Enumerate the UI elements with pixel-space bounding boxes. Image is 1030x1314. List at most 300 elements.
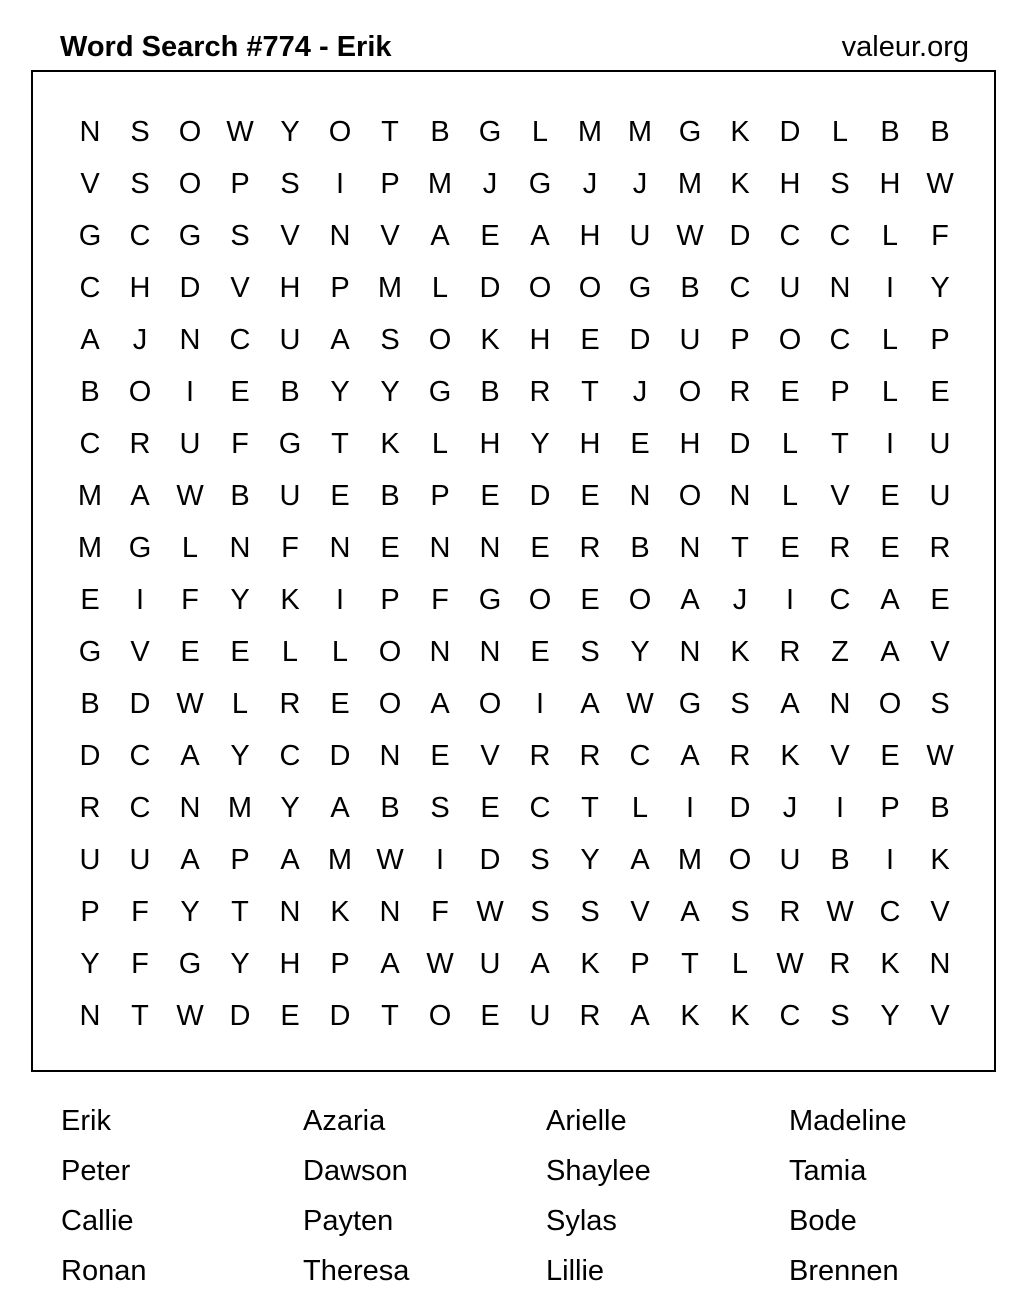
grid-letter: D [779,116,801,148]
grid-letter: O [328,116,352,148]
grid-letter: B [280,376,300,408]
grid-letter: Y [230,948,250,980]
grid-letter: A [80,324,100,356]
grid-letter: M [377,272,403,304]
grid-letter: A [330,792,350,824]
grid-letter: S [730,896,750,928]
grid-letter: V [230,272,250,304]
grid-letter: N [829,272,851,304]
grid-letter: R [279,688,301,720]
grid-letter: A [430,688,450,720]
grid-letter: K [580,948,600,980]
grid-letter: C [129,792,151,824]
grid-letter: G [628,272,652,304]
grid-letter: N [429,636,451,668]
grid-letter: L [431,428,449,460]
grid-letter: R [129,428,151,460]
grid-letter: B [230,480,250,512]
grid-letter: E [530,532,550,564]
grid-letter: O [378,688,402,720]
letter-grid [31,70,996,1072]
grid-letter: B [880,116,900,148]
grid-letter: W [376,844,404,876]
grid-letter: A [280,844,300,876]
grid-letter: W [476,896,504,928]
grid-letter: E [330,480,350,512]
grid-letter: D [729,428,751,460]
grid-letter: E [530,636,550,668]
grid-letter: A [780,688,800,720]
grid-letter: M [77,480,103,512]
grid-letter: T [331,428,349,460]
grid-letter: P [380,584,400,616]
grid-letter: Y [230,584,250,616]
grid-letter: N [479,636,501,668]
grid-letter: O [578,272,602,304]
grid-letter: Y [280,116,300,148]
grid-letter: W [826,896,854,928]
word-list-item: Bode [789,1205,857,1237]
grid-letter: W [176,1000,204,1032]
grid-letter: A [630,1000,650,1032]
grid-letter: Y [880,1000,900,1032]
grid-letter: W [176,688,204,720]
grid-letter: D [329,740,351,772]
grid-letter: T [681,948,699,980]
grid-letter: N [79,116,101,148]
grid-letter: P [880,792,900,824]
grid-letter: T [131,1000,149,1032]
grid-letter: B [80,376,100,408]
grid-letter: O [878,688,902,720]
grid-letter: U [479,948,501,980]
grid-letter: N [279,896,301,928]
grid-letter: I [435,844,445,876]
grid-letter: E [930,376,950,408]
grid-letter: N [629,480,651,512]
grid-letter: K [730,1000,750,1032]
grid-letter: S [930,688,950,720]
grid-letter: U [679,324,701,356]
grid-letter: E [230,636,250,668]
grid-letter: K [280,584,300,616]
grid-letter: S [830,168,850,200]
grid-letter: E [480,1000,500,1032]
grid-letter: Z [831,636,849,668]
grid-letter: J [732,584,748,616]
grid-letter: N [929,948,951,980]
grid-letter: O [128,376,152,408]
grid-letter: U [79,844,101,876]
grid-letter: C [629,740,651,772]
grid-letter: G [78,220,102,252]
grid-letter: T [581,792,599,824]
grid-letter: E [430,740,450,772]
grid-letter: S [530,844,550,876]
grid-letter: O [428,324,452,356]
grid-letter: V [930,636,950,668]
word-list-item: Shaylee [546,1155,651,1187]
grid-letter: R [579,532,601,564]
grid-letter: D [129,688,151,720]
grid-letter: R [79,792,101,824]
grid-letter: K [680,1000,700,1032]
grid-letter: J [482,168,498,200]
grid-letter: D [529,480,551,512]
grid-letter: M [627,116,653,148]
grid-letter: D [479,844,501,876]
grid-letter: K [480,324,500,356]
grid-letter: T [581,376,599,408]
grid-letter: N [729,480,751,512]
grid-letter: A [580,688,600,720]
grid-letter: P [330,272,350,304]
word-list-item: Tamia [789,1155,867,1187]
grid-letter: W [926,740,954,772]
grid-letter: U [279,324,301,356]
grid-letter: I [885,428,895,460]
grid-letter: W [676,220,704,252]
grid-letter: R [779,896,801,928]
grid-letter: Y [330,376,350,408]
grid-letter: U [129,844,151,876]
grid-letter: G [478,584,502,616]
grid-letter: P [230,168,250,200]
grid-letter: A [130,480,150,512]
grid-letter: L [181,532,199,564]
grid-letter: F [281,532,299,564]
grid-letter: I [785,584,795,616]
grid-letter: S [280,168,300,200]
grid-letter: A [630,844,650,876]
grid-letter: K [930,844,950,876]
grid-letter: M [327,844,353,876]
grid-letter: L [731,948,749,980]
grid-letter: T [731,532,749,564]
grid-letter: O [178,168,202,200]
grid-letter: V [480,740,500,772]
grid-letter: S [380,324,400,356]
grid-letter: D [79,740,101,772]
grid-letter: G [428,376,452,408]
grid-letter: U [279,480,301,512]
grid-letter: E [580,480,600,512]
grid-letter: N [829,688,851,720]
grid-letter: J [632,168,648,200]
grid-letter: S [530,896,550,928]
grid-letter: B [480,376,500,408]
grid-letter: J [632,376,648,408]
grid-letter: G [178,220,202,252]
word-list-item: Madeline [789,1105,907,1137]
grid-letter: O [678,480,702,512]
grid-letter: O [628,584,652,616]
grid-letter: N [679,636,701,668]
grid-letter: N [329,220,351,252]
grid-letter: T [381,116,399,148]
grid-letter: A [430,220,450,252]
grid-letter: N [179,792,201,824]
grid-letter: I [335,584,345,616]
grid-letter: R [729,376,751,408]
grid-letter: V [80,168,100,200]
grid-letter: P [80,896,100,928]
grid-letter: G [678,116,702,148]
grid-letter: E [580,584,600,616]
puzzle-title: Word Search #774 - Erik [60,31,392,63]
word-list-item: Dawson [303,1155,408,1187]
grid-letter: E [80,584,100,616]
grid-letter: O [428,1000,452,1032]
grid-letter: M [577,116,603,148]
grid-letter: O [728,844,752,876]
grid-letter: R [729,740,751,772]
grid-letter: G [478,116,502,148]
grid-letter: P [380,168,400,200]
grid-letter: C [529,792,551,824]
grid-letter: D [729,792,751,824]
grid-letter: G [528,168,552,200]
grid-letter: D [179,272,201,304]
grid-letter: S [130,168,150,200]
grid-letter: L [431,272,449,304]
grid-letter: W [426,948,454,980]
grid-letter: F [131,896,149,928]
grid-letter: V [930,1000,950,1032]
grid-letter: V [830,480,850,512]
grid-letter: A [380,948,400,980]
grid-letter: K [730,636,750,668]
grid-letter: S [130,116,150,148]
grid-letter: H [279,272,301,304]
grid-letter: W [926,168,954,200]
grid-letter: P [230,844,250,876]
grid-letter: M [77,532,103,564]
grid-letter: B [630,532,650,564]
grid-letter: K [730,116,750,148]
grid-letter: U [629,220,651,252]
grid-letter: E [180,636,200,668]
word-list-item: Sylas [546,1205,617,1237]
grid-letter: E [630,428,650,460]
grid-letter: A [180,844,200,876]
grid-letter: C [79,428,101,460]
grid-letter: O [528,584,552,616]
grid-letter: P [730,324,750,356]
grid-letter: T [831,428,849,460]
grid-letter: O [378,636,402,668]
grid-letter: I [185,376,195,408]
grid-letter: C [229,324,251,356]
grid-letter: D [329,1000,351,1032]
word-list-item: Theresa [303,1255,410,1287]
grid-letter: C [279,740,301,772]
grid-letter: E [930,584,950,616]
grid-letter: L [881,376,899,408]
grid-letter: B [80,688,100,720]
word-list-item: Azaria [303,1105,386,1137]
grid-letter: I [835,792,845,824]
grid-letter: E [480,220,500,252]
grid-letter: A [530,220,550,252]
grid-letter: J [132,324,148,356]
grid-letter: L [781,428,799,460]
grid-letter: E [330,688,350,720]
grid-letter: F [931,220,949,252]
grid-letter: R [529,376,551,408]
grid-letter: W [776,948,804,980]
grid-letter: E [780,532,800,564]
grid-letter: N [429,532,451,564]
grid-letter: R [829,948,851,980]
grid-letter: U [779,844,801,876]
word-list-item: Callie [61,1205,134,1237]
grid-letter: G [128,532,152,564]
grid-letter: Y [230,740,250,772]
grid-letter: Y [630,636,650,668]
grid-letter: B [380,792,400,824]
grid-letter: D [479,272,501,304]
grid-letter: A [530,948,550,980]
grid-letter: S [430,792,450,824]
grid-letter: W [176,480,204,512]
grid-letter: D [729,220,751,252]
grid-letter: V [630,896,650,928]
grid-letter: F [131,948,149,980]
grid-letter: A [180,740,200,772]
grid-letter: D [629,324,651,356]
word-list-item: Erik [61,1105,111,1137]
grid-letter: Y [80,948,100,980]
grid-letter: J [782,792,798,824]
grid-letter: A [680,740,700,772]
grid-letter: F [431,896,449,928]
grid-letter: K [780,740,800,772]
grid-letter: P [630,948,650,980]
grid-letter: P [430,480,450,512]
grid-letter: V [130,636,150,668]
grid-letter: U [929,428,951,460]
grid-letter: W [626,688,654,720]
grid-letter: V [380,220,400,252]
grid-letter: N [229,532,251,564]
grid-letter: H [479,428,501,460]
grid-letter: T [381,1000,399,1032]
grid-letter: F [181,584,199,616]
grid-letter: V [930,896,950,928]
grid-letter: L [631,792,649,824]
grid-letter: O [678,376,702,408]
grid-letter: Y [280,792,300,824]
word-list-item: Brennen [789,1255,899,1287]
grid-letter: R [529,740,551,772]
grid-letter: I [885,272,895,304]
grid-letter: B [380,480,400,512]
grid-letter: H [779,168,801,200]
grid-letter: C [129,220,151,252]
grid-letter: B [930,116,950,148]
word-list-item: Arielle [546,1105,627,1137]
grid-letter: L [881,324,899,356]
grid-letter: H [529,324,551,356]
word-list-item: Payten [303,1205,394,1237]
grid-letter: C [729,272,751,304]
grid-letter: A [330,324,350,356]
grid-letter: O [178,116,202,148]
grid-letter: G [178,948,202,980]
grid-letter: E [880,480,900,512]
grid-letter: U [929,480,951,512]
grid-letter: J [582,168,598,200]
grid-letter: T [231,896,249,928]
grid-letter: O [478,688,502,720]
grid-letter: K [330,896,350,928]
grid-letter: K [880,948,900,980]
grid-letter: U [179,428,201,460]
grid-letter: E [380,532,400,564]
word-list-item: Peter [61,1155,131,1187]
grid-letter: N [79,1000,101,1032]
grid-letter: B [680,272,700,304]
grid-letter: Y [380,376,400,408]
grid-letter: M [427,168,453,200]
grid-letter: H [579,220,601,252]
grid-letter: U [529,1000,551,1032]
grid-letter: E [880,532,900,564]
grid-letter: E [280,1000,300,1032]
site-name: valeur.org [841,31,969,63]
grid-letter: C [79,272,101,304]
grid-letter: I [135,584,145,616]
grid-letter: M [677,168,703,200]
grid-letter: G [78,636,102,668]
grid-letter: N [179,324,201,356]
grid-letter: Y [580,844,600,876]
grid-letter: I [335,168,345,200]
grid-letter: E [480,480,500,512]
grid-letter: R [779,636,801,668]
grid-letter: I [535,688,545,720]
grid-letter: M [227,792,253,824]
grid-letter: F [431,584,449,616]
grid-letter: Y [180,896,200,928]
grid-letter: R [579,1000,601,1032]
grid-letter: H [129,272,151,304]
grid-letter: K [730,168,750,200]
grid-letter: G [278,428,302,460]
grid-letter: I [685,792,695,824]
grid-letter: V [830,740,850,772]
grid-letter: S [830,1000,850,1032]
grid-letter: M [677,844,703,876]
grid-letter: S [730,688,750,720]
grid-letter: A [880,636,900,668]
grid-letter: E [780,376,800,408]
grid-letter: I [885,844,895,876]
grid-letter: O [778,324,802,356]
grid-letter: C [779,1000,801,1032]
grid-letter: A [680,896,700,928]
grid-letter: V [280,220,300,252]
grid-letter: B [430,116,450,148]
grid-letter: P [330,948,350,980]
grid-letter: L [831,116,849,148]
grid-letter: N [679,532,701,564]
grid-letter: P [830,376,850,408]
grid-letter: L [231,688,249,720]
grid-letter: L [531,116,549,148]
grid-letter: Y [930,272,950,304]
